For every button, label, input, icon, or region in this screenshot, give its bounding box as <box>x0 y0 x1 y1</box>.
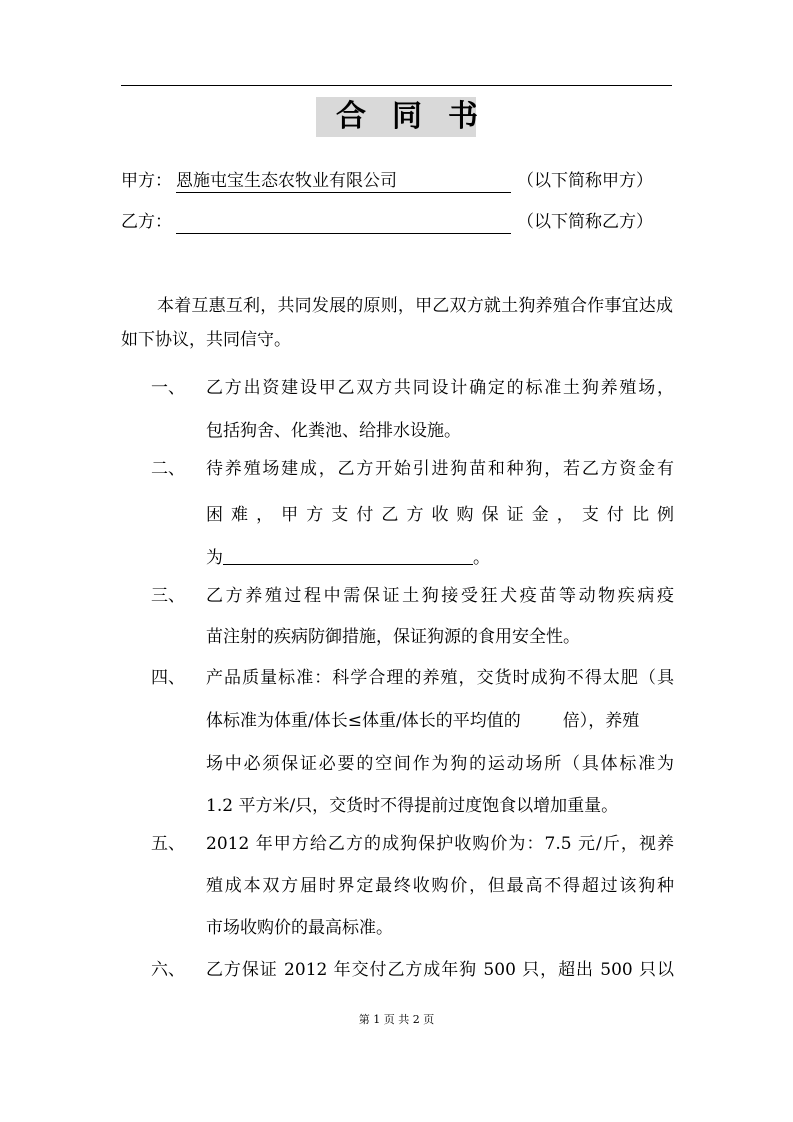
party-a-label: 甲方： <box>121 171 172 191</box>
ratio-prefix: 为 <box>206 548 223 568</box>
intro-paragraph: 本着互惠互利，共同发展的原则，甲乙双方就土狗养殖合作事宜达成如下协议，共同信守。 <box>121 296 673 350</box>
page-footer: 第 1 页 共 2 页 <box>358 1013 435 1026</box>
clause-line: 包括狗舍、化粪池、给排水设施。 <box>206 421 461 441</box>
clause-line: 产品质量标准：科学合理的养殖，交货时成狗不得太肥（具 <box>206 668 674 688</box>
party-a-suffix: （以下简称甲方） <box>517 171 653 191</box>
clause-line-ratio <box>206 540 674 576</box>
clause-line: 乙方养殖过程中需保证土狗接受狂犬疫苗等动物疾病疫 <box>206 586 674 606</box>
party-a-name: 恩施屯宝生态农牧业有限公司 <box>176 168 511 193</box>
clause-number: 四、 <box>151 668 185 688</box>
ratio-blank <box>223 542 473 565</box>
clause-line: 1.2 平方米/只，交货时不得提前过度饱食以增加重量。 <box>206 796 619 816</box>
clause-line: 场中必须保证必要的空间作为狗的运动场所（具体标准为 <box>206 754 674 774</box>
party-a-row <box>121 168 681 194</box>
party-b-suffix: （以下简称乙方） <box>517 212 653 232</box>
clause-number: 一、 <box>151 378 185 398</box>
party-b-label: 乙方： <box>121 212 172 232</box>
contract-title: 合同书 <box>336 99 504 134</box>
clause-line: 殖成本双方届时界定最终收购价，但最高不得超过该狗种 <box>206 876 674 896</box>
clause-line: 待养殖场建成，乙方开始引进狗苗和种狗，若乙方资金有 <box>206 459 674 479</box>
clause-number: 二、 <box>151 459 185 479</box>
top-rule <box>121 85 672 86</box>
clause-number: 三、 <box>151 586 185 606</box>
clause-line: 2012 年甲方给乙方的成狗保护收购价为：7.5 元/斤，视养 <box>206 834 674 854</box>
clause-line-multiplier <box>206 703 674 739</box>
clause-line: 乙方出资建设甲乙双方共同设计确定的标准土狗养殖场， <box>206 378 674 398</box>
clause-line: 困难，甲方支付乙方收购保证金，支付比例 <box>206 505 674 525</box>
ratio-suffix: 。 <box>473 548 490 568</box>
multiplier-suffix: 倍），养殖 <box>562 711 640 731</box>
clause-number: 五、 <box>151 834 185 854</box>
clause-number: 六、 <box>151 960 185 980</box>
clause-line: 乙方保证 2012 年交付乙方成年狗 500 只，超出 500 只以 <box>206 960 674 980</box>
party-b-row <box>121 209 681 235</box>
party-b-name <box>176 209 511 234</box>
clause-line: 苗注射的疾病防御措施，保证狗源的食用安全性。 <box>206 627 580 647</box>
multiplier-prefix: 体标准为体重/体长≤体重/体长的平均值的 <box>206 711 521 731</box>
clause-line: 市场收购价的最高标准。 <box>206 918 393 938</box>
